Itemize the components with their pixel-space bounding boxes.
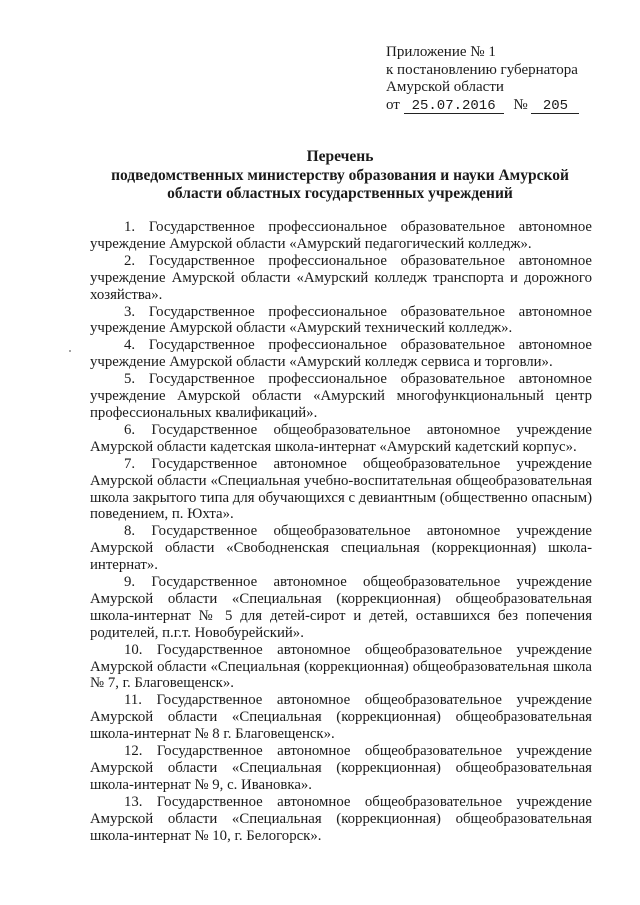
list-item: 3. Государственное профессиональное образовательное автономное учреждение Амурской области «Амурский технический колледж». xyxy=(90,303,592,337)
list-item: 2. Государственное профессиональное образовательное автономное учреждение Амурской области «Амурский колледж транспорта и дорожного хозяйства». xyxy=(90,252,592,303)
list-item: 1. Государственное профессиональное образовательное автономное учреждение Амурской области «Амурский педагогический колледж». xyxy=(90,219,592,252)
list-item: 4. Государственное профессиональное образовательное автономное учреждение Амурской области «Амурский колледж сервиса и торговли». xyxy=(90,337,592,371)
list-item: 10. Государственное автономное общеобразовательное учреждение Амурской области «Специальная (коррекционная) общеобразовательная школа № 7, г. Благовещенск». xyxy=(90,641,592,692)
institution-list xyxy=(90,219,592,845)
appendix-date-line xyxy=(386,97,616,115)
title-line-1: Перечень xyxy=(306,148,374,165)
title-line-2: подведомственных министерству образования и науки Амурской xyxy=(111,166,569,184)
list-item: 12. Государственное автономное общеобразовательное учреждение Амурской области «Специальная (коррекционная) общеобразовательная школа-интернат № 9, с. Ивановка». xyxy=(90,743,592,793)
list-item: 9. Государственное автономное общеобразовательное учреждение Амурской области «Специальная (коррекционная) общеобразовательная школа-интернат № 5 для детей-сирот и детей, оставшихся без попечения родителей, п.г.т. Новобурейский». xyxy=(90,574,592,641)
title-line-3: области областных государственных учреждений xyxy=(167,185,513,203)
document-title xyxy=(80,148,600,204)
list-item: 5. Государственное профессиональное образовательное автономное учреждение Амурской области «Амурский многофункциональный центр профессиональных квалификаций». xyxy=(90,371,592,421)
appendix-line-2: к постановлению губернатора xyxy=(386,61,578,78)
from-label: от xyxy=(386,96,400,113)
decree-date: 25.07.2016 xyxy=(404,99,504,114)
list-item: 8. Государственное общеобразовательное автономное учреждение Амурской области «Свободненская специальная (коррекционная) школа-интернат». xyxy=(90,523,592,574)
number-label: № xyxy=(513,96,528,113)
appendix-line-3: Амурской области xyxy=(386,79,504,95)
list-item: 11. Государственное автономное общеобразовательное учреждение Амурской области «Специальная (коррекционная) общеобразовательная школа-интернат № 8 г. Благовещенск». xyxy=(90,692,592,743)
appendix-header xyxy=(386,44,616,114)
list-item: 6. Государственное общеобразовательное автономное учреждение Амурской области кадетская школа-интернат «Амурский кадетский корпус». xyxy=(90,421,592,455)
list-item: 13. Государственное автономное общеобразовательное учреждение Амурской области «Специальная (коррекционная) общеобразовательная школа-интернат № 10, г. Белогорск». xyxy=(90,793,592,844)
list-item: 7. Государственное автономное общеобразовательное учреждение Амурской области «Специальная учебно-воспитательная общеобразовательная школа закрытого типа для обучающихся с девиантным (общественно опасным) поведением, п. Юхта». xyxy=(90,455,592,523)
scan-speck xyxy=(69,350,71,352)
appendix-line-1: Приложение № 1 xyxy=(386,44,496,60)
decree-number: 205 xyxy=(531,99,579,114)
